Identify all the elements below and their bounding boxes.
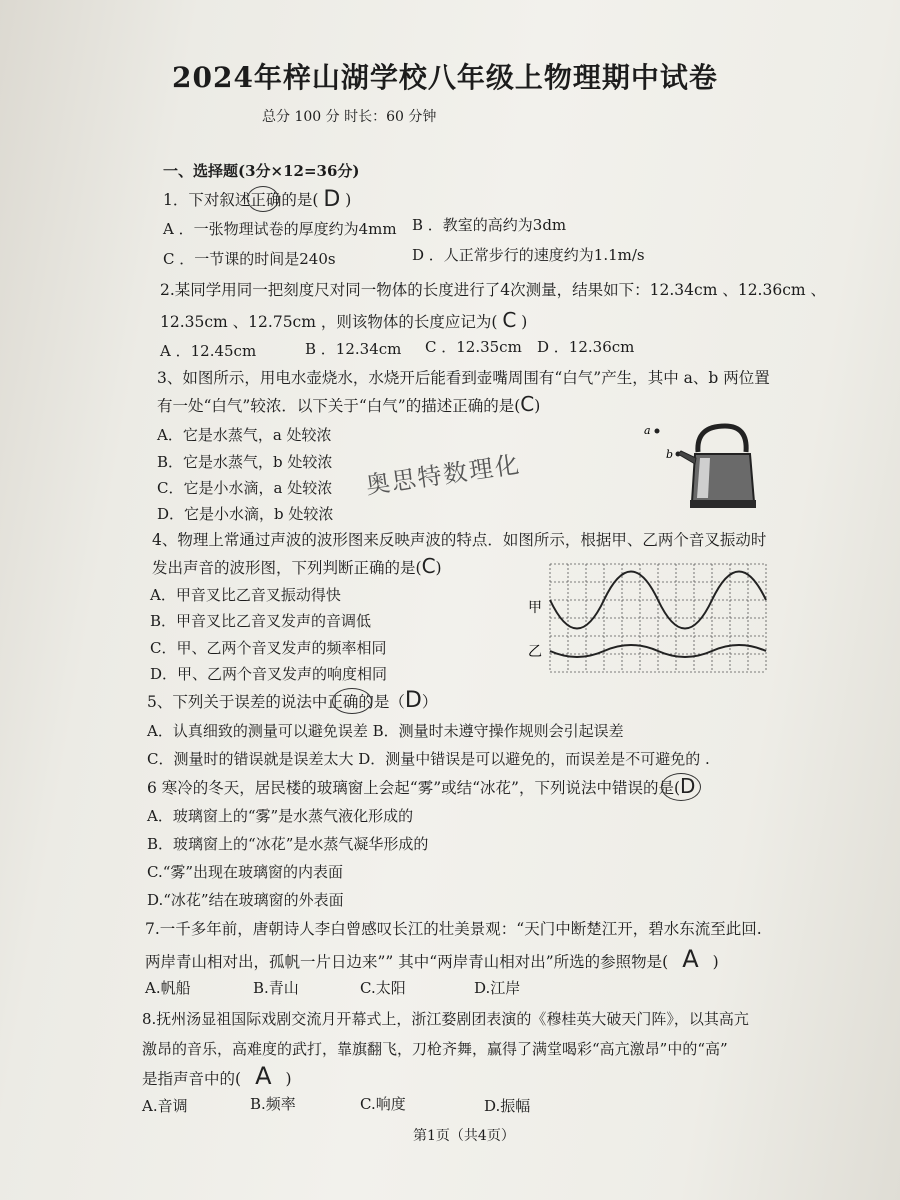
q2-handwritten-answer: C bbox=[502, 308, 517, 332]
q4-line1: 4、物理上常通过声波的波形图来反映声波的特点．如图所示，根据甲、乙两个音叉振动时 bbox=[152, 531, 767, 549]
page-footer: 第1页（共4页） bbox=[413, 1128, 515, 1144]
exam-meta: 总分 100 分 时长：60 分钟 bbox=[262, 109, 437, 125]
question-5-stem bbox=[147, 690, 437, 712]
point-a-marker bbox=[655, 429, 660, 434]
q4-option-c: C．甲、乙两个音叉发声的频率相同 bbox=[150, 639, 387, 657]
q8-line1: 8.抚州汤显祖国际戏剧交流月开幕式上，浙江婺剧团表演的《穆桂英大破天门阵》，以其高亢 bbox=[142, 1010, 749, 1028]
q2-option-d: D ．12.36cm bbox=[537, 338, 635, 356]
q4-option-a: A．甲音叉比乙音叉振动得快 bbox=[150, 586, 341, 604]
q1-close: ) bbox=[345, 191, 352, 209]
q8-option-a: A.音调 bbox=[142, 1097, 188, 1115]
question-2-stem bbox=[160, 310, 527, 332]
q6-option-d: D.“冰花”结在玻璃窗的外表面 bbox=[147, 891, 344, 909]
q7-line2: 两岸青山相对出，孤帆一片日边来”” 其中“两岸青山相对出”所选的参照物是( bbox=[145, 953, 669, 971]
q5-options-ab: A．认真细致的测量可以避免误差 B．测量时未遵守操作规则会引起误差 bbox=[147, 722, 624, 740]
circle-mark bbox=[332, 688, 372, 714]
q2-option-b: B ．12.34cm bbox=[305, 340, 402, 358]
q2-line2: 12.35cm 、12.75cm ，则该物体的长度应记为( bbox=[160, 313, 498, 331]
kettle-label-a: a bbox=[644, 424, 651, 437]
q5-options-cd: C．测量时的错误就是误差太大 D．测量中错误是可以避免的，而误差是不可避免的 . bbox=[147, 750, 710, 768]
q7-option-d: D.江岸 bbox=[474, 979, 521, 997]
kettle-figure bbox=[640, 418, 770, 510]
q2-line1: 2.某同学用同一把刻度尺对同一物体的长度进行了4次测量，结果如下：12.34cm 、12.36cm 、 bbox=[160, 281, 827, 299]
q6-option-a: A．玻璃窗上的“雾”是水蒸气液化形成的 bbox=[147, 807, 414, 825]
q3-line1: 3、如图所示，用电水壶烧水，水烧开后能看到壶嘴周围有“白气”产生，其中 a、b 两位置 bbox=[157, 369, 770, 387]
page-title: 2024年梓山湖学校八年级上物理期中试卷 bbox=[172, 61, 718, 94]
question-6-stem bbox=[147, 776, 695, 798]
q8-option-d: D.振幅 bbox=[484, 1097, 531, 1115]
waveform-label-yi: 乙 bbox=[528, 644, 542, 660]
kettle-base bbox=[690, 500, 756, 508]
q8-line2: 激昂的音乐，高难度的武打，靠旗翻飞，刀枪齐舞，赢得了满堂喝彩“高亢激昂”中的“高” bbox=[142, 1040, 728, 1058]
q3-option-d: D．它是小水滴，b 处较浓 bbox=[157, 505, 334, 523]
q3-line2: 有一处“白气”较浓．以下关于“白气”的描述正确的是( bbox=[157, 397, 521, 415]
waveform-label-jia: 甲 bbox=[528, 600, 542, 616]
q6-option-c: C.“雾”出现在玻璃窗的内表面 bbox=[147, 863, 344, 881]
q1-option-a: A ．一张物理试卷的厚度约为4mm bbox=[163, 220, 397, 238]
section-heading: 一、选择题(3分×12=36分) bbox=[163, 162, 360, 180]
q8-option-c: C.响度 bbox=[360, 1095, 406, 1113]
q4-close: ) bbox=[435, 559, 442, 577]
q5-handwritten-answer: D bbox=[404, 688, 422, 713]
question-7-stem bbox=[145, 947, 719, 972]
q1-stem-text: 1．下对叙述正确的是( bbox=[163, 191, 319, 209]
q1-option-d: D ．人正常步行的速度约为1.1m/s bbox=[412, 246, 645, 264]
watermark-text: 奥思特数理化 bbox=[364, 450, 523, 500]
q5-close: ） bbox=[421, 693, 438, 711]
q7-handwritten-answer: A bbox=[682, 945, 699, 973]
kettle-spout bbox=[678, 451, 696, 464]
q4-option-d: D．甲、乙两个音叉发声的响度相同 bbox=[150, 665, 388, 683]
q6-option-b: B．玻璃窗上的“冰花”是水蒸气凝华形成的 bbox=[147, 835, 429, 853]
kettle-handle bbox=[698, 426, 746, 452]
q3-option-b: B．它是水蒸气，b 处较浓 bbox=[157, 453, 333, 471]
wave-yi bbox=[550, 645, 766, 657]
q1-option-b: B ．教室的高约为3dm bbox=[412, 216, 567, 234]
q7-option-a: A.帆船 bbox=[145, 979, 191, 997]
q5-stem-text: 5、下列关于误差的说法中正确的是（ bbox=[147, 693, 405, 711]
q3-option-a: A．它是水蒸气，a 处较浓 bbox=[157, 426, 332, 444]
q7-line1: 7.一千多年前，唐朝诗人李白曾感叹长江的壮美景观：“天门中断楚江开，碧水东流至此回. bbox=[145, 920, 762, 938]
q7-close: ) bbox=[712, 953, 719, 971]
q6-handwritten-answer: D bbox=[680, 774, 696, 798]
kettle-label-b: b bbox=[666, 448, 674, 461]
q4-handwritten-answer: C bbox=[421, 554, 436, 578]
q8-line3: 是指声音中的( bbox=[142, 1070, 242, 1088]
q4-line2: 发出声音的波形图，下列判断正确的是( bbox=[152, 559, 422, 577]
q7-option-c: C.太阳 bbox=[360, 979, 406, 997]
circle-mark bbox=[247, 186, 279, 212]
q2-option-a: A ．12.45cm bbox=[160, 342, 257, 360]
q2-close: ) bbox=[521, 313, 528, 331]
circle-mark bbox=[661, 773, 701, 801]
waveform-figure bbox=[528, 560, 780, 680]
q1-handwritten-answer: D bbox=[323, 187, 341, 212]
q3-close: ) bbox=[534, 397, 541, 415]
q1-option-c: C ．一节课的时间是240s bbox=[163, 250, 336, 268]
q7-option-b: B.青山 bbox=[253, 979, 299, 997]
q2-option-c: C ．12.35cm bbox=[425, 338, 522, 356]
q6-stem-text: 6 寒冷的冬天，居民楼的玻璃窗上会起“雾”或结“冰花”，下列说法中错误的是( bbox=[147, 779, 681, 797]
q4-option-b: B．甲音叉比乙音叉发声的音调低 bbox=[150, 612, 372, 630]
q8-close: ) bbox=[285, 1070, 292, 1088]
q8-handwritten-answer: A bbox=[255, 1062, 272, 1090]
question-8-stem bbox=[142, 1064, 292, 1089]
question-4-stem bbox=[152, 556, 442, 578]
q3-option-c: C．它是小水滴，a 处较浓 bbox=[157, 479, 333, 497]
q8-option-b: B.频率 bbox=[250, 1095, 296, 1113]
question-3-stem bbox=[157, 394, 540, 416]
q3-handwritten-answer: C bbox=[520, 392, 535, 416]
